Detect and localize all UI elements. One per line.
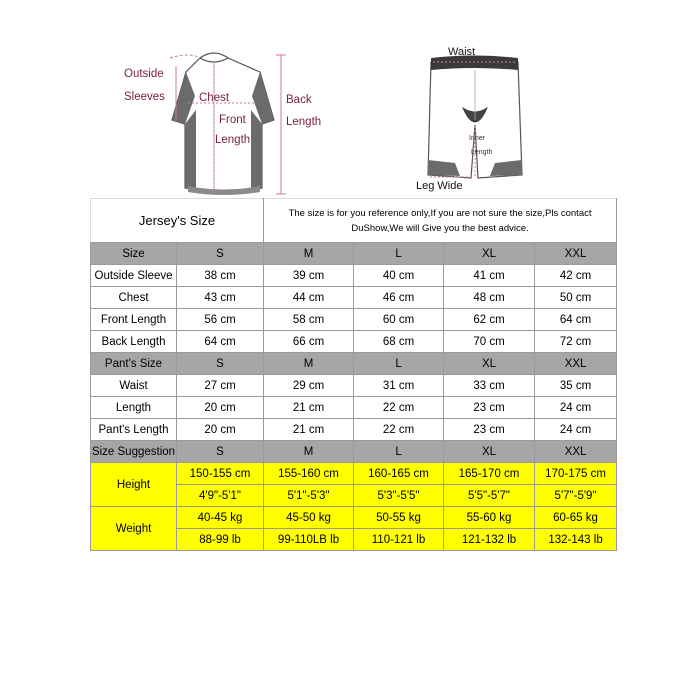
chest-label: Chest: [199, 92, 230, 104]
leg-wide-label: Leg Wide: [416, 180, 463, 192]
table-cell: 20 cm: [177, 397, 264, 419]
row-label: Length: [91, 397, 177, 419]
table-cell: 23 cm: [444, 419, 535, 441]
table-cell: 24 cm: [535, 397, 617, 419]
table-cell: 39 cm: [264, 265, 354, 287]
row-label: Pant's Length: [91, 419, 177, 441]
table-cell: 64 cm: [535, 309, 617, 331]
header-label: Size Suggestion: [91, 441, 177, 463]
garment-illustrations: [0, 0, 700, 200]
table-cell: 41 cm: [444, 265, 535, 287]
table-cell: 21 cm: [264, 397, 354, 419]
size-header: S: [177, 243, 264, 265]
table-cell: 20 cm: [177, 419, 264, 441]
header-label: Pant's Size: [91, 353, 177, 375]
table-cell: 110-121 lb: [354, 529, 444, 551]
table-cell: 150-155 cm: [177, 463, 264, 485]
table-row: [91, 331, 617, 353]
header-label: Size: [91, 243, 177, 265]
pants-header-row: [91, 353, 617, 375]
table-row: [91, 419, 617, 441]
outside-label: Outside: [124, 68, 164, 80]
table-cell: 72 cm: [535, 331, 617, 353]
table-cell: 44 cm: [264, 287, 354, 309]
size-note: [264, 199, 617, 243]
size-note-line2: DuShow,We will Give you the best advice.: [351, 222, 529, 234]
table-cell: 60 cm: [354, 309, 444, 331]
table-cell: 62 cm: [444, 309, 535, 331]
table-cell: 165-170 cm: [444, 463, 535, 485]
sleeves-label: Sleeves: [124, 91, 165, 103]
size-header: XL: [444, 441, 535, 463]
table-cell: 22 cm: [354, 419, 444, 441]
table-cell: 27 cm: [177, 375, 264, 397]
size-header: XXL: [535, 353, 617, 375]
table-cell: 4'9"-5'1": [177, 485, 264, 507]
row-label: Chest: [91, 287, 177, 309]
back-label: Back: [286, 94, 312, 106]
row-label: Waist: [91, 375, 177, 397]
front-label: Front: [219, 114, 246, 126]
table-cell: 132-143 lb: [535, 529, 617, 551]
size-header: XXL: [535, 441, 617, 463]
jersey-header-row: [91, 243, 617, 265]
table-cell: 40 cm: [354, 265, 444, 287]
table-cell: 5'1"-5'3": [264, 485, 354, 507]
table-cell: 23 cm: [444, 397, 535, 419]
table-cell: 35 cm: [535, 375, 617, 397]
height-label: Height: [91, 463, 177, 507]
height-cm-row: [91, 463, 617, 485]
table-cell: 33 cm: [444, 375, 535, 397]
size-header: S: [177, 441, 264, 463]
table-cell: 160-165 cm: [354, 463, 444, 485]
table-cell: 29 cm: [264, 375, 354, 397]
size-header: XXL: [535, 243, 617, 265]
table-title: Jersey's Size: [91, 199, 264, 243]
inner-label: Inner: [469, 135, 485, 142]
table-cell: 170-175 cm: [535, 463, 617, 485]
table-cell: 22 cm: [354, 397, 444, 419]
table-cell: 40-45 kg: [177, 507, 264, 529]
table-row: [91, 397, 617, 419]
table-cell: 99-110LB lb: [264, 529, 354, 551]
table-cell: 21 cm: [264, 419, 354, 441]
back-length-label: Length: [286, 116, 322, 128]
table-cell: 68 cm: [354, 331, 444, 353]
table-cell: 58 cm: [264, 309, 354, 331]
weight-label: Weight: [91, 507, 177, 551]
table-cell: 121-132 lb: [444, 529, 535, 551]
size-chart-table: [90, 198, 617, 551]
table-row: [91, 287, 617, 309]
table-cell: 42 cm: [535, 265, 617, 287]
table-cell: 56 cm: [177, 309, 264, 331]
table-cell: 43 cm: [177, 287, 264, 309]
size-header: XL: [444, 243, 535, 265]
table-cell: 24 cm: [535, 419, 617, 441]
size-header: M: [264, 243, 354, 265]
table-cell: 5'3"-5'5": [354, 485, 444, 507]
size-diagram: [0, 0, 700, 200]
table-cell: 55-60 kg: [444, 507, 535, 529]
size-header: L: [354, 243, 444, 265]
size-header: L: [354, 353, 444, 375]
waist-label: Waist: [448, 46, 476, 58]
size-header: M: [264, 353, 354, 375]
table-row: [91, 375, 617, 397]
size-note-line1: The size is for you reference only,If you are not sure the size,Pls contact: [288, 207, 592, 219]
size-header: L: [354, 441, 444, 463]
table-row: [91, 309, 617, 331]
table-cell: 46 cm: [354, 287, 444, 309]
table-cell: 5'7"-5'9": [535, 485, 617, 507]
table-cell: 64 cm: [177, 331, 264, 353]
table-cell: 45-50 kg: [264, 507, 354, 529]
table-cell: 48 cm: [444, 287, 535, 309]
table-cell: 70 cm: [444, 331, 535, 353]
row-label: Outside Sleeve: [91, 265, 177, 287]
table-cell: 5'5"-5'7": [444, 485, 535, 507]
row-label: Front Length: [91, 309, 177, 331]
table-cell: 60-65 kg: [535, 507, 617, 529]
table-cell: 88-99 lb: [177, 529, 264, 551]
inner-length-label: Length: [471, 149, 493, 156]
table-cell: 38 cm: [177, 265, 264, 287]
table-cell: 31 cm: [354, 375, 444, 397]
row-label: Back Length: [91, 331, 177, 353]
suggestion-header-row: [91, 441, 617, 463]
table-cell: 50-55 kg: [354, 507, 444, 529]
table-cell: 66 cm: [264, 331, 354, 353]
table-cell: 155-160 cm: [264, 463, 354, 485]
weight-kg-row: [91, 507, 617, 529]
size-header: M: [264, 441, 354, 463]
size-header: XL: [444, 353, 535, 375]
front-length-label: Length: [215, 134, 251, 146]
table-row: [91, 265, 617, 287]
table-title-row: [91, 199, 617, 243]
table-cell: 50 cm: [535, 287, 617, 309]
size-header: S: [177, 353, 264, 375]
